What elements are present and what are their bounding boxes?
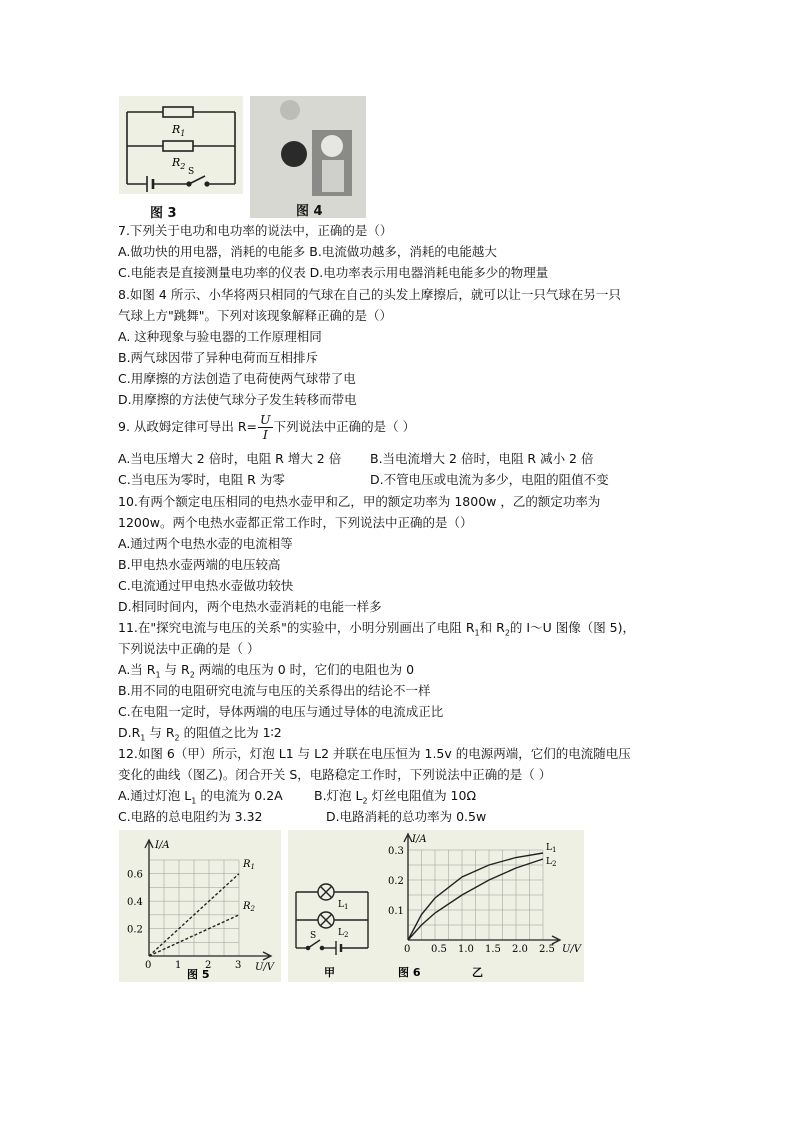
q8-option-b: B.两气球因带了异种电荷而互相排斥 (118, 350, 319, 365)
fig6-circuit (296, 884, 368, 955)
q9-option-a: A.当电压增大 2 倍时，电阻 R 增大 2 倍 (118, 451, 342, 466)
q11-option-c: C.在电阻一定时，导体两端的电压与通过导体的电流成正比 (118, 704, 444, 719)
figure-4-label: 图 4 (296, 204, 323, 219)
q11-stem-line1: 11.在"探究电流与电压的关系"的实验中，小明分别画出了电阻 $R_1$和 $R_2$的 I～U 图像（图 5)， (118, 620, 635, 638)
q10-option-b: B.甲电热水壶两端的电压较高 (118, 557, 281, 572)
question-9 (118, 410, 678, 490)
q10-option-d: D.相同时间内，两个电热水壶消耗的电能一样多 (118, 599, 382, 614)
fig6-series-l1-label: $L_1$ (546, 843, 557, 854)
q8-stem-line2: 气球上方"跳舞"。下列对该现象解释正确的是（） (118, 308, 392, 323)
r2-label: $R_2$ (172, 156, 186, 171)
q9-options-cd (118, 469, 678, 490)
q7-options-ab: A.做功快的用电器，消耗的电能多 B.电流做功越多，消耗的电能越大 (118, 244, 497, 259)
y-tick-label: 0.1 (388, 906, 404, 917)
fraction-denominator: I (262, 427, 268, 442)
question-12 (118, 743, 678, 827)
y-tick-label: 0.2 (388, 876, 404, 887)
q8-stem-line1: 8.如图 4 所示、小华将两只相同的气球在自己的头发上摩擦后，就可以让一只气球在另一只 (118, 287, 621, 302)
q12-option-c: C.电路的总电阻约为 3.32 (118, 809, 263, 824)
figure-6 (288, 830, 584, 982)
x-tick-label: 1.5 (485, 944, 501, 955)
fig6-jia-label: 甲 (324, 966, 335, 979)
resistor-r1 (163, 107, 193, 117)
fig6-ylabel: I/A (412, 834, 427, 845)
q8-option-d: D.用摩擦的方法使气球分子发生转移而带电 (118, 392, 357, 407)
balloon-top (280, 100, 300, 120)
r1-label: $R_1$ (172, 123, 186, 138)
q10-option-c: C.电流通过甲电热水壶做功较快 (118, 578, 294, 593)
q12-option-d: D.电路消耗的总功率为 0.5w (326, 809, 487, 824)
fig5-series-r2-label: $R_2$ (243, 901, 255, 913)
q12-stem-line2: 变化的曲线（图乙)。闭合开关 S，电路稳定工作时，下列说法中正确的是（ ） (118, 767, 552, 782)
q9-stem-prefix: 9. 从政姆定律可导出 R= (118, 419, 258, 434)
q10-option-a: A.通过两个电热水壶的电流相等 (118, 536, 293, 551)
fig5-series-r1-label: $R_1$ (243, 859, 255, 871)
q12-options-ab (118, 785, 678, 806)
q12-option-a: A.通过灯泡 $L_1$ 的电流为 0.2A (118, 788, 283, 806)
q7-options-cd: C.电能表是直接测量电功率的仪表 D.电功率表示用电器消耗电能多少的物理量 (118, 265, 549, 280)
switch-label: S (188, 167, 195, 177)
x-tick-label: 0.5 (431, 944, 447, 955)
fig6-l1-label: $L_1$ (338, 900, 349, 911)
fraction-numerator: U (260, 412, 271, 427)
q9-stem (118, 410, 678, 444)
fig6-label: 图 6 (398, 966, 421, 979)
fig5-xlabel: U/V (255, 962, 275, 973)
x-tick-label: 2 (205, 960, 212, 971)
y-tick-label: 0.4 (127, 897, 143, 909)
question-11 (118, 617, 678, 743)
resistor-r2 (163, 141, 193, 151)
q12-options-cd (118, 806, 678, 827)
q7-stem: 7.下列关于电功和电功率的说法中，正确的是（） (118, 223, 393, 238)
q9-stem-suffix: 下列说法中正确的是（ ） (273, 419, 416, 434)
figure-3-circuit (119, 96, 243, 194)
q9-option-c: C.当电压为零时，电阻 R 为零 (118, 472, 285, 487)
fig6-yi-label: 乙 (472, 966, 483, 979)
q9-fraction (258, 413, 273, 442)
y-tick-label: 0.3 (388, 846, 404, 857)
fig6-series-l2-label: $L_2$ (546, 857, 557, 868)
q11-option-a: A.当 $R_1$ 与 $R_2$ 两端的电压为 0 时，它们的电阻也为 0 (118, 662, 415, 680)
switch-lever (189, 176, 205, 184)
question-7 (118, 220, 678, 283)
q9-option-d: D.不管电压或电流为多少，电阻的阻值不变 (370, 472, 609, 487)
fig6-l2-label: $L_2$ (338, 928, 349, 939)
x-tick-label: 3 (235, 960, 242, 971)
q8-option-c: C.用摩擦的方法创造了电荷使两气球带了电 (118, 371, 356, 386)
fig6-switch-label: S (310, 931, 317, 941)
q9-option-b: B.当电流增大 2 倍时，电阻 R 减小 2 倍 (370, 451, 594, 466)
question-8 (118, 284, 678, 410)
figure-6-svg (288, 830, 584, 982)
figure-3-label: 图 3 (150, 206, 177, 221)
fig6-switch (308, 940, 320, 948)
q12-option-b: B.灯泡 $L_2$ 灯丝电阻值为 10Ω (314, 788, 476, 806)
fig6-axes (404, 834, 560, 944)
x-tick-label: 1.0 (458, 944, 474, 955)
q10-stem-line1: 10.有两个额定电压相同的电热水壶甲和乙，甲的额定功率为 1800w ，乙的额定功率为 (118, 494, 601, 509)
q11-option-d: $D.R_1$ 与 $R_2$ 的阻值之比为 1∶2 (118, 725, 282, 743)
fig5-label: 图 5 (187, 968, 210, 981)
y-tick-label: 0.2 (127, 924, 143, 936)
q12-stem-line1: 12.如图 6（甲）所示，灯泡 L1 与 L2 并联在电压恒为 1.5v 的电源两端，它们的电流随电压 (118, 746, 631, 761)
x-tick-label: 2.0 (512, 944, 528, 955)
q9-options-ab (118, 448, 678, 469)
x-tick-label: 0 (404, 944, 411, 955)
figure-5-graph (119, 830, 281, 982)
fig6-xlabel: U/V (562, 944, 582, 955)
fig5-ylabel: I/A (155, 840, 170, 851)
x-tick-label: 1 (175, 960, 182, 971)
x-tick-label: 0 (145, 960, 152, 971)
balloon-bottom (281, 141, 307, 167)
q8-option-a: A. 这种现象与验电器的工作原理相同 (118, 329, 322, 344)
y-tick-label: 0.6 (127, 869, 143, 881)
q11-option-b: B.用不同的电阻研究电流与电压的关系得出的结论不一样 (118, 683, 431, 698)
q11-stem-line2: 下列说法中正确的是（ ） (118, 641, 260, 656)
question-10 (118, 491, 678, 617)
figure-5-svg (119, 830, 281, 982)
x-tick-label: 2.5 (539, 944, 555, 955)
q10-stem-line2: 1200w。两个电热水壶都正常工作时，下列说法中正确的是（） (118, 515, 473, 530)
